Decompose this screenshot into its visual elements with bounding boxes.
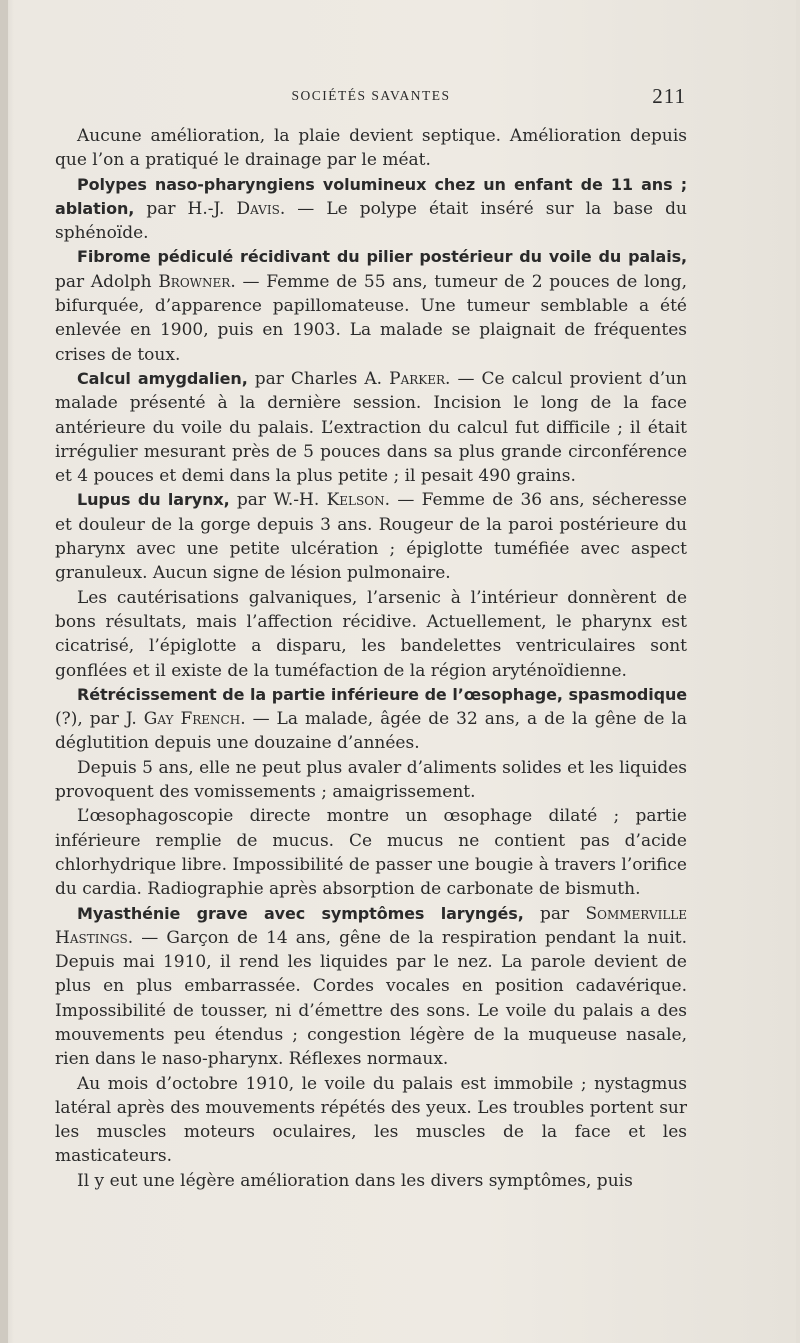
page-number: 211 bbox=[652, 84, 686, 108]
paragraph bbox=[55, 488, 687, 585]
entry-by: par W.-H. bbox=[236, 490, 320, 511]
paragraph-text: Les cautérisations galvaniques, l’arsenic à l’intérieur donnèrent de bons résultats, mais l’affection récidive. Actuellement, le pharynx est cicatrisé, l’épiglotte a disparu, les bandelettes ventriculaires sont gonflées et il existe de la tuméfaction de la région aryténoïdienne. bbox=[55, 587, 687, 681]
entry-by: par Charles A. bbox=[254, 368, 383, 389]
entry-title: Lupus du larynx, bbox=[77, 490, 230, 510]
paragraph-text: Depuis 5 ans, elle ne peut plus avaler d’aliments solides et les liquides provoquent des vomissements ; amaigrissement. bbox=[55, 757, 687, 803]
entry-by: par bbox=[540, 903, 570, 924]
entry-title: Fibrome pédiculé récidivant du pilier postérieur du voile du palais, bbox=[77, 247, 687, 267]
paragraph-text: Au mois d’octobre 1910, le voile du palais est immobile ; nystagmus latéral après des mouvements répétés des yeux. Les troubles portent sur les muscles moteurs oculaires, les muscles de la face et les masticateurs. bbox=[55, 1073, 687, 1167]
paragraph-text: Il y eut une légère amélioration dans les divers symptômes, puis bbox=[77, 1170, 633, 1191]
paragraph bbox=[55, 245, 687, 366]
paragraph-text: . — La malade, âgée de 32 ans, a de la gêne de la déglutition depuis une douzaine d’années. bbox=[55, 709, 687, 754]
paragraph bbox=[55, 367, 687, 488]
page-gutter-shadow bbox=[0, 0, 8, 1343]
entry-title: Rétrécissement de la partie inférieure de l’œsophage, spasmodique bbox=[77, 684, 687, 704]
paragraph-text: L’œsophagoscopie directe montre un œsophage dilaté ; partie inférieure remplie de mucus. Ce mucus ne contient pas d’acide chlorhydrique libre. Impossibilité de passer une bougie à travers l’orifice du cardia. Radiographie après absorption de carbonate de bismuth. bbox=[55, 806, 687, 900]
entry-author: Davis bbox=[236, 198, 280, 219]
paragraph bbox=[55, 1169, 687, 1193]
paragraph bbox=[55, 586, 687, 683]
paragraph-text: . — Femme de 36 ans, sécheresse et douleur de la gorge depuis 3 ans. Rougeur de la paroi postérieure du pharynx avec une petite ulcération ; épiglotte tuméfiée avec aspect granuleux. Aucun signe de lésion pulmonaire. bbox=[55, 490, 687, 584]
running-head: SOCIÉTÉS SAVANTES bbox=[291, 88, 451, 103]
entry-author: Gay French bbox=[143, 709, 241, 730]
page-header bbox=[56, 84, 686, 114]
paragraph-text: Aucune amélioration, la plaie devient septique. Amélioration depuis que l’on a pratiqué le drainage par le méat. bbox=[55, 126, 687, 171]
paragraph-text: . — Ce calcul provient d’un malade présenté à la dernière session. Incision le long de la face antérieure du voile du palais. L’extraction du calcul fut difficile ; il était irrégulier mesurant près de 5 pouces dans sa plus grande circonférence et 4 pouces et demi dans la plus petite ; il pesait 490 grains. bbox=[55, 368, 688, 487]
entry-title: Myasthénie grave avec symptômes laryngés, bbox=[77, 903, 524, 923]
entry-by: (?), par J. bbox=[55, 709, 137, 730]
paragraph bbox=[55, 173, 687, 246]
paragraph-text: . — Le polype était inséré sur la base du sphénoïde. bbox=[55, 198, 687, 244]
paragraph bbox=[55, 683, 687, 756]
entry-title: Polypes naso-pharyngiens volumineux chez un enfant de 11 ans ; ablation, bbox=[55, 174, 687, 218]
entry-by: par Adolph bbox=[55, 271, 152, 292]
paragraph bbox=[55, 756, 687, 805]
body-text bbox=[55, 124, 687, 1193]
paragraph bbox=[55, 1072, 687, 1169]
entry-author: Browner bbox=[158, 271, 231, 292]
paragraph bbox=[55, 804, 687, 901]
paragraph bbox=[55, 124, 687, 173]
entry-author: Parker bbox=[389, 368, 446, 389]
entry-author: Kelson bbox=[326, 490, 385, 511]
entry-by: par H.-J. bbox=[146, 198, 225, 219]
paragraph-text: . — Garçon de 14 ans, gêne de la respiration pendant la nuit. Depuis mai 1910, il rend les liquides par le nez. La parole devient de plus en plus embarrassée. Cordes vocales en position cadavérique. Impossibilité de tousser, ni d’émettre des sons. Le voile du palais a des mouvements peu étendus ; congestion légère de la muqueuse nasale, rien dans le naso-pharynx. Réflexes normaux. bbox=[55, 927, 687, 1070]
entry-author: Sommerville Hastings bbox=[55, 903, 688, 948]
page-edge bbox=[796, 0, 800, 1343]
entry-title: Calcul amygdalien, bbox=[77, 368, 248, 388]
paragraph-text: . — Femme de 55 ans, tumeur de 2 pouces de long, bifurquée, d’apparence papillomateuse. Une tumeur semblable a été enlevée en 1900, puis en 1903. La malade se plaignait de fréquentes crises de toux. bbox=[55, 271, 687, 365]
paragraph bbox=[55, 902, 687, 1072]
